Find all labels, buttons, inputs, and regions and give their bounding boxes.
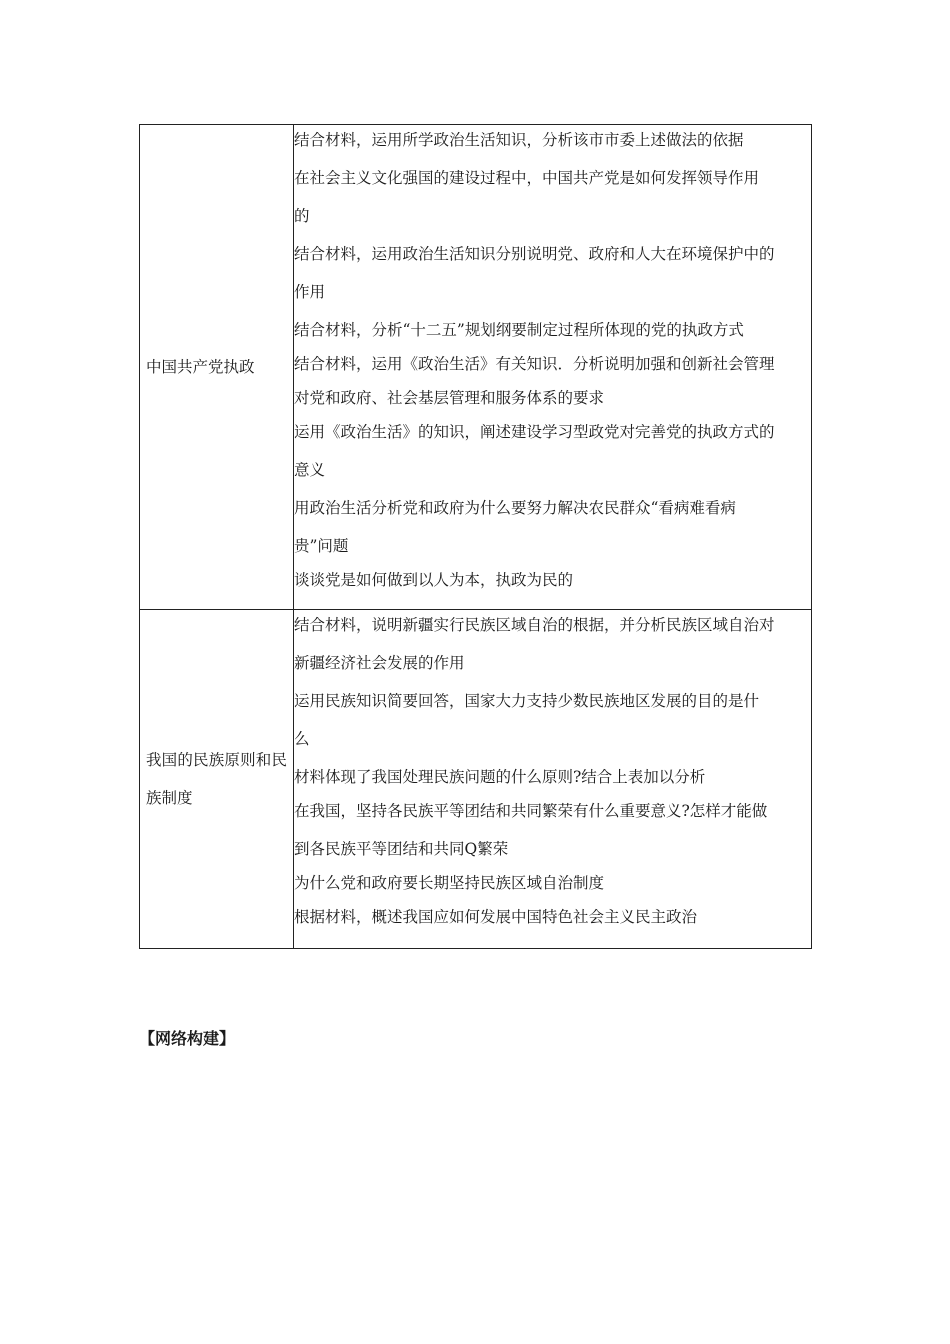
question-line: 贵”问题 (294, 537, 349, 555)
question-table (139, 124, 812, 949)
question-line: 意义 (294, 461, 326, 479)
questions-cell (294, 610, 812, 949)
section-heading: 【网络构建】 (139, 1029, 236, 1048)
question-line: 的 (294, 207, 310, 225)
question-line: 对党和政府、社会基层管理和服务体系的要求 (294, 389, 605, 407)
question-line: 么 (294, 730, 310, 748)
question-line: 到各民族平等团结和共同Q繁荣 (294, 840, 509, 858)
question-line: 结合材料，说明新疆实行民族区域自治的根据，并分析民族区域自治对 (294, 616, 775, 634)
question-line: 用政治生活分析党和政府为什么要努力解决农民群众“看病难看病 (294, 499, 736, 517)
question-line: 运用民族知识简要回答，国家大力支持少数民族地区发展的目的是什 (294, 692, 760, 710)
table-row (140, 125, 812, 610)
question-line: 结合材料，运用《政治生活》有关知识．分析说明加强和创新社会管理 (294, 355, 775, 373)
question-line: 在我国，坚持各民族平等团结和共同繁荣有什么重要意义?怎样才能做 (294, 802, 768, 820)
topic-label: 中国共产党执政 (146, 358, 255, 376)
question-line: 结合材料，运用政治生活知识分别说明党、政府和人大在环境保护中的 (294, 245, 775, 263)
topic-cell (140, 610, 294, 949)
topic-cell (140, 125, 294, 610)
question-line: 为什么党和政府要长期坚持民族区域自治制度 (294, 874, 605, 892)
topic-label: 我国的民族原则和民族制度 (146, 751, 287, 807)
question-line: 材料体现了我国处理民族问题的什么原则?结合上表加以分析 (294, 768, 706, 786)
question-line: 结合材料，运用所学政治生活知识，分析该市市委上述做法的依据 (294, 131, 744, 149)
question-line: 谈谈党是如何做到以人为本，执政为民的 (294, 571, 574, 589)
question-line: 根据材料，概述我国应如何发展中国特色社会主义民主政治 (294, 908, 698, 926)
question-line: 新疆经济社会发展的作用 (294, 654, 465, 672)
question-line: 运用《政治生活》的知识，阐述建设学习型政党对完善党的执政方式的 (294, 423, 775, 441)
question-line: 结合材料，分析“十二五”规划纲要制定过程所体现的党的执政方式 (294, 321, 744, 339)
table-row (140, 610, 812, 949)
question-line: 在社会主义文化强国的建设过程中，中国共产党是如何发挥领导作用 (294, 169, 760, 187)
question-line: 作用 (294, 283, 326, 301)
questions-cell (294, 125, 812, 610)
